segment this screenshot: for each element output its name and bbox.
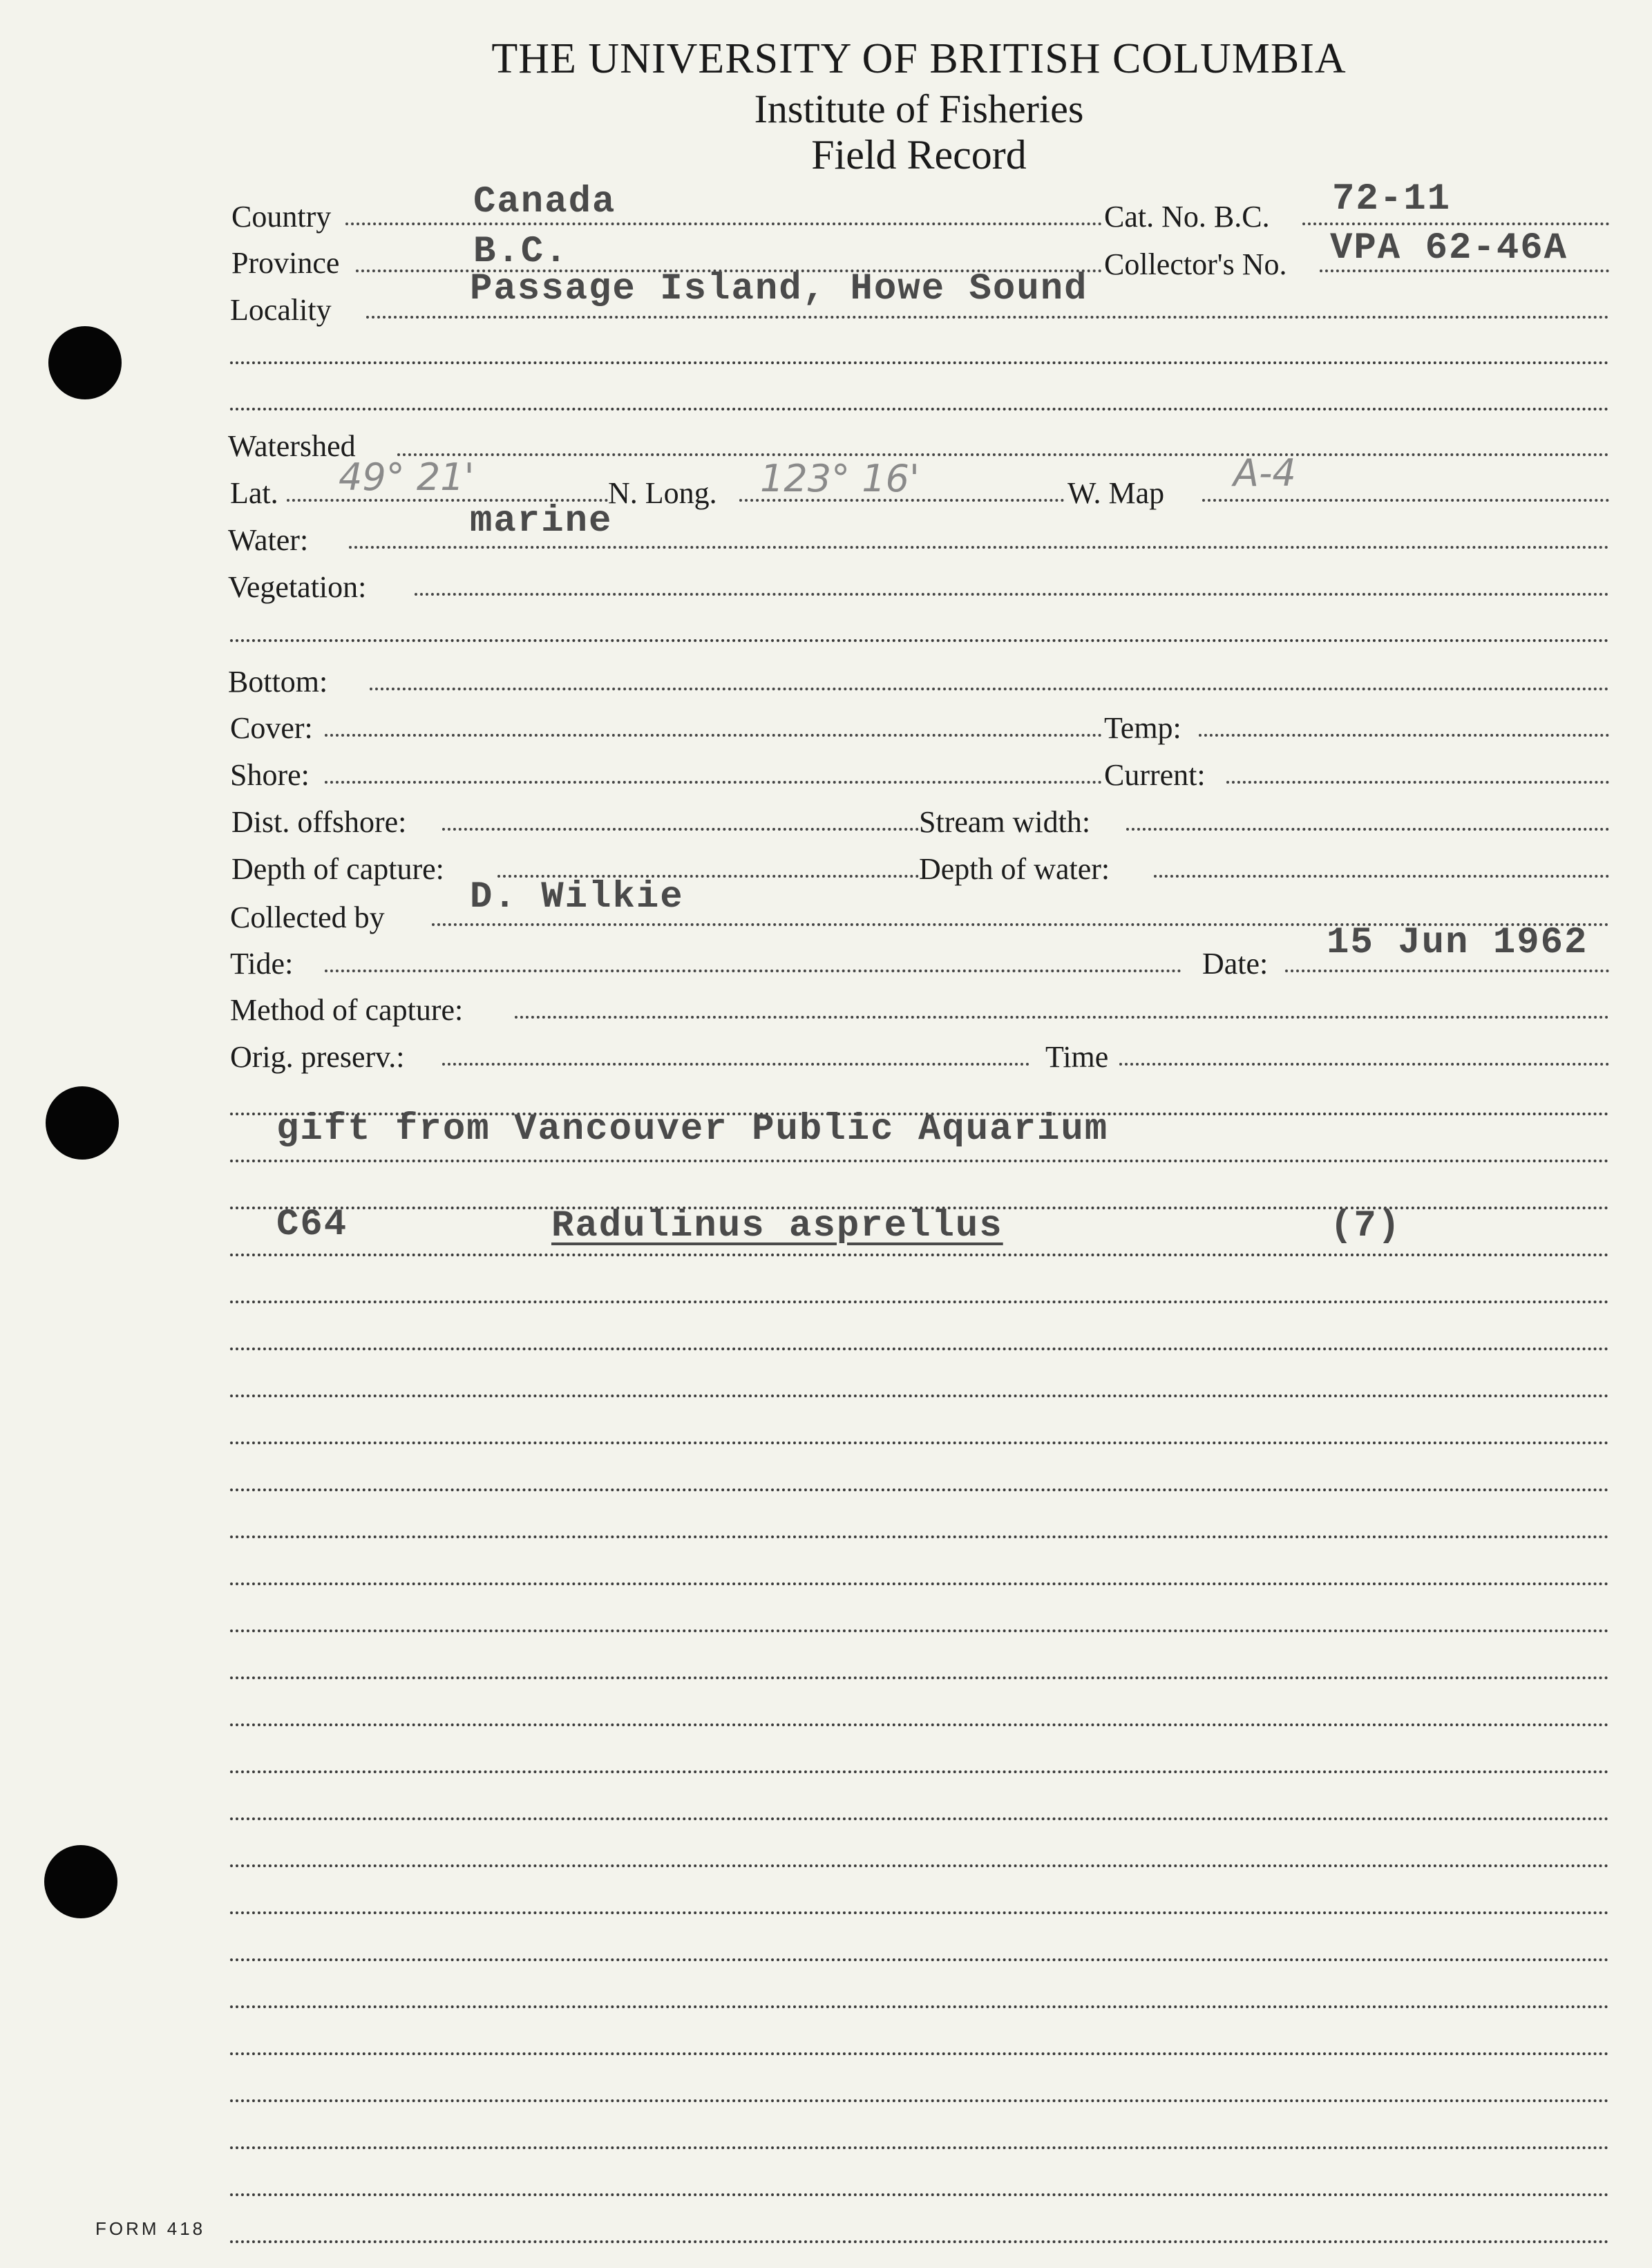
punch-hole-bottom: [44, 1845, 117, 1918]
country-value: Canada: [473, 181, 616, 223]
collected-by-label: Collected by: [230, 900, 385, 934]
orig-preserv-label: Orig. preserv.:: [230, 1040, 405, 1074]
cover-label: Cover:: [230, 711, 313, 745]
species-name: Radulinus asprellus: [551, 1205, 1003, 1247]
locality-line-2: [230, 361, 1609, 364]
source-note: gift from Vancouver Public Aquarium: [276, 1108, 1109, 1151]
form-number: FORM 418: [95, 2218, 206, 2239]
province-label: Province: [231, 246, 340, 280]
locality-value: Passage Island, Howe Sound: [470, 268, 1088, 310]
lat-value: 49° 21': [339, 455, 475, 499]
collectors-no-label: Collector's No.: [1104, 247, 1287, 281]
locality-line-3: [230, 408, 1609, 410]
depth-of-water-label: Depth of water:: [919, 852, 1110, 886]
w-map-label: W. Map: [1067, 476, 1165, 510]
stream-width-label: Stream width:: [919, 805, 1091, 839]
cat-no-label: Cat. No. B.C.: [1104, 200, 1270, 234]
method-of-capture-label: Method of capture:: [230, 993, 464, 1027]
water-label: Water:: [228, 523, 309, 557]
tide-label: Tide:: [230, 947, 294, 981]
specimen-code: C64: [276, 1204, 348, 1246]
date-value: 15 Jun 1962: [1327, 922, 1588, 964]
country-label: Country: [231, 200, 332, 234]
date-label: Date:: [1202, 947, 1269, 981]
notes-line-2: [230, 1160, 1609, 1162]
depth-of-capture-label: Depth of capture:: [231, 852, 444, 886]
specimen-count: (7): [1330, 1205, 1402, 1247]
form-title: Field Record: [811, 132, 1027, 178]
vegetation-line-2: [230, 639, 1609, 642]
lat-label: Lat.: [230, 476, 278, 510]
shore-label: Shore:: [230, 758, 310, 792]
locality-label: Locality: [230, 293, 332, 327]
current-label: Current:: [1104, 758, 1206, 792]
map-value: A-4: [1233, 451, 1296, 495]
watershed-label: Watershed: [228, 429, 356, 463]
water-value: marine: [470, 500, 613, 542]
province-value: B.C.: [473, 231, 569, 273]
bottom-label: Bottom:: [228, 665, 328, 699]
punch-hole-middle: [46, 1086, 119, 1160]
time-label: Time: [1045, 1040, 1109, 1074]
long-value: 123° 16': [760, 457, 920, 500]
n-long-label: N. Long.: [608, 476, 717, 510]
temp-label: Temp:: [1104, 711, 1181, 745]
vegetation-label: Vegetation:: [228, 570, 367, 604]
collected-by-value: D. Wilkie: [470, 876, 684, 918]
dist-offshore-label: Dist. offshore:: [231, 805, 407, 839]
cat-no-value: 72-11: [1332, 178, 1452, 220]
institution-title: THE UNIVERSITY OF BRITISH COLUMBIA: [491, 35, 1347, 82]
punch-hole-top: [48, 326, 122, 399]
department-title: Institute of Fisheries: [754, 86, 1084, 131]
collectors-no-value: VPA 62-46A: [1330, 227, 1568, 270]
